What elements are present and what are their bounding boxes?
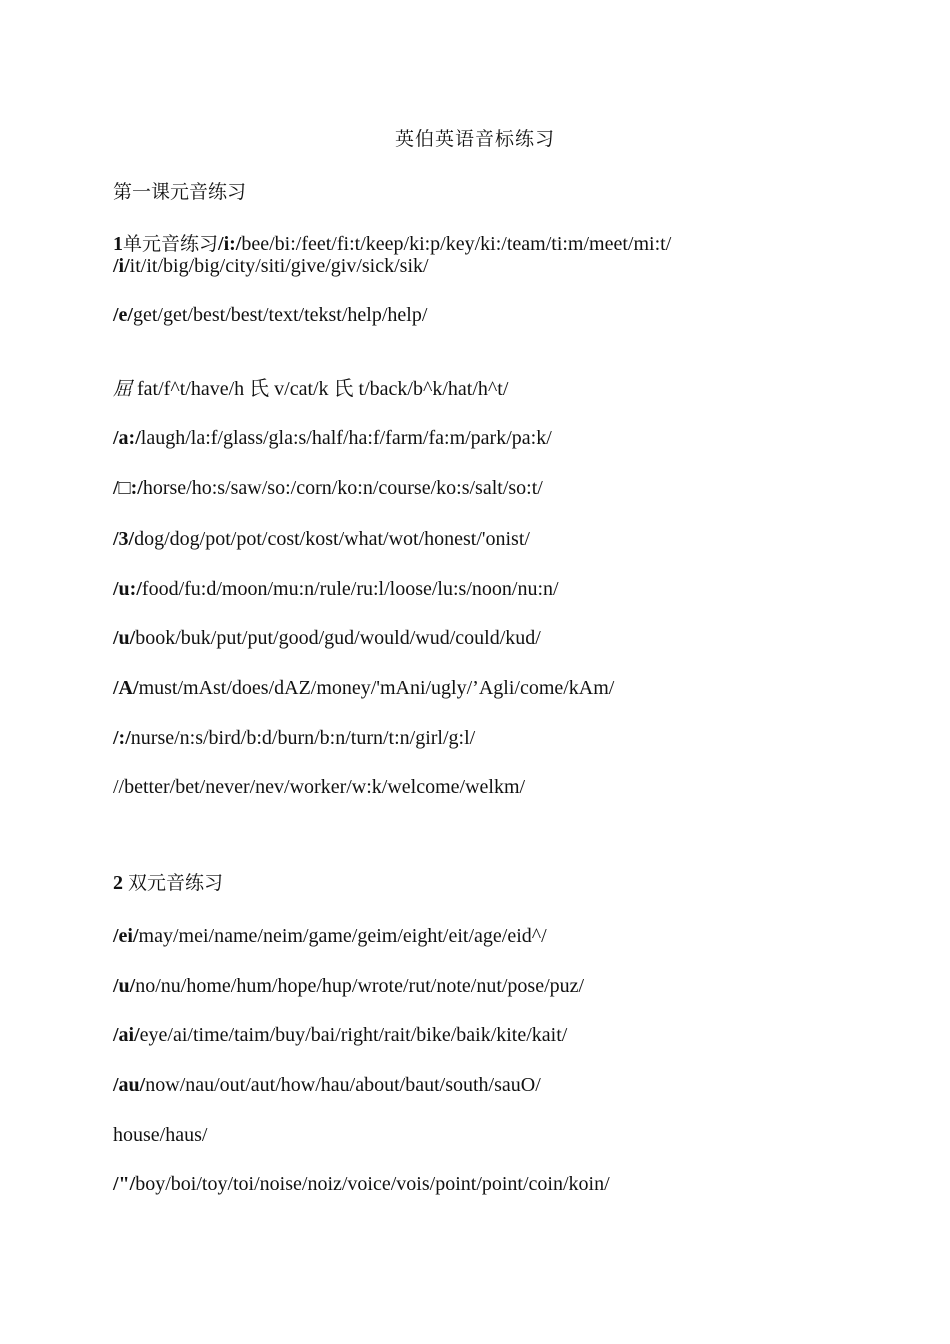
practice-line [113, 776, 525, 799]
phonetic-symbol: /ai/ [113, 1024, 140, 1046]
practice-words: fat/f^t/have/h 氏 v/cat/k 氏 t/back/b^k/hat/h^t/ [132, 378, 509, 400]
practice-words: boy/boi/toy/toi/noise/noiz/voice/vois/point/point/coin/koin/ [135, 1173, 610, 1195]
practice-words: //better/bet/never/nev/worker/w:k/welcome/welkm/ [113, 776, 526, 798]
section2-number: 2 [113, 872, 123, 894]
phonetic-symbol: /"/ [113, 1173, 136, 1195]
practice-line [113, 1124, 207, 1147]
phonetic-symbol: /e/ [113, 304, 133, 326]
practice-line [113, 1024, 567, 1047]
phonetic-symbol: /u/ [113, 975, 136, 997]
phonetic-symbol: /□:/ [113, 477, 143, 499]
practice-words: may/mei/name/neim/game/geim/eight/eit/age/eid^/ [138, 925, 547, 947]
practice-words: book/buk/put/put/good/gud/would/wud/could/kud/ [135, 627, 541, 649]
practice-line [113, 627, 541, 650]
practice-line [113, 677, 614, 700]
practice-words: dog/dog/pot/pot/cost/kost/what/wot/honest/'onist/ [134, 528, 530, 550]
practice-line [113, 975, 584, 998]
phonetic-symbol: /3/ [113, 528, 135, 550]
phonetic-symbol: /u:/ [113, 578, 142, 600]
phonetic-symbol: /i:/ [218, 233, 242, 255]
phonetic-symbol: /A/ [113, 677, 139, 699]
practice-line [113, 255, 429, 278]
practice-line [113, 528, 530, 551]
practice-line [113, 304, 427, 327]
phonetic-symbol: /i/ [113, 255, 130, 277]
practice-line [113, 1074, 541, 1097]
practice-line [113, 477, 543, 500]
section2-label: 双元音练习 [128, 872, 224, 894]
phonetic-symbol: /u/ [113, 627, 136, 649]
phonetic-symbol: 屈 [113, 378, 133, 400]
practice-words: get/get/best/best/text/tekst/help/help/ [133, 304, 428, 326]
phonetic-symbol: /ei/ [113, 925, 139, 947]
lesson-heading: 第一课元音练习 [113, 181, 247, 203]
phonetic-symbol: /au/ [113, 1074, 146, 1096]
practice-words: laugh/la:f/glass/gla:s/half/ha:f/farm/fa:m/park/pa:k/ [140, 427, 552, 449]
practice-line [113, 372, 508, 401]
phonetic-symbol: /:/ [113, 727, 131, 749]
practice-words: must/mAst/does/dAZ/money/'mAni/ugly/’Agli/come/kAm/ [138, 677, 615, 699]
practice-words: bee/bi:/feet/fi:t/keep/ki:p/key/ki:/team/ti:m/meet/mi:t/ [241, 233, 672, 255]
section2-heading [113, 868, 223, 895]
practice-line [113, 427, 552, 450]
practice-line [113, 1173, 610, 1196]
practice-words: no/nu/home/hum/hope/hup/wrote/rut/note/nut/pose/puz/ [135, 975, 585, 997]
practice-words: nurse/n:s/bird/b:d/burn/b:n/turn/t:n/girl/g:l/ [130, 727, 476, 749]
practice-words: food/fu:d/moon/mu:n/rule/ru:l/loose/lu:s/noon/nu:n/ [141, 578, 559, 600]
section1-label: 单元音练习 [123, 233, 219, 255]
practice-line [113, 727, 475, 750]
page-title: 英伯英语音标练习 [394, 128, 555, 150]
practice-words: horse/ho:s/saw/so:/corn/ko:n/course/ko:s/salt/so:t/ [142, 477, 543, 499]
section1-number: 1 [113, 233, 123, 255]
section1-first-line [113, 229, 671, 256]
practice-words: house/haus/ [113, 1124, 208, 1146]
phonetic-symbol: /a:/ [113, 427, 141, 449]
practice-words: it/it/big/big/city/siti/give/giv/sick/sik/ [129, 255, 429, 277]
practice-words: now/nau/out/aut/how/hau/about/baut/south/sauO/ [145, 1074, 541, 1096]
practice-line [113, 925, 547, 948]
practice-line [113, 578, 559, 601]
practice-words: eye/ai/time/taim/buy/bai/right/rait/bike/baik/kite/kait/ [139, 1024, 568, 1046]
